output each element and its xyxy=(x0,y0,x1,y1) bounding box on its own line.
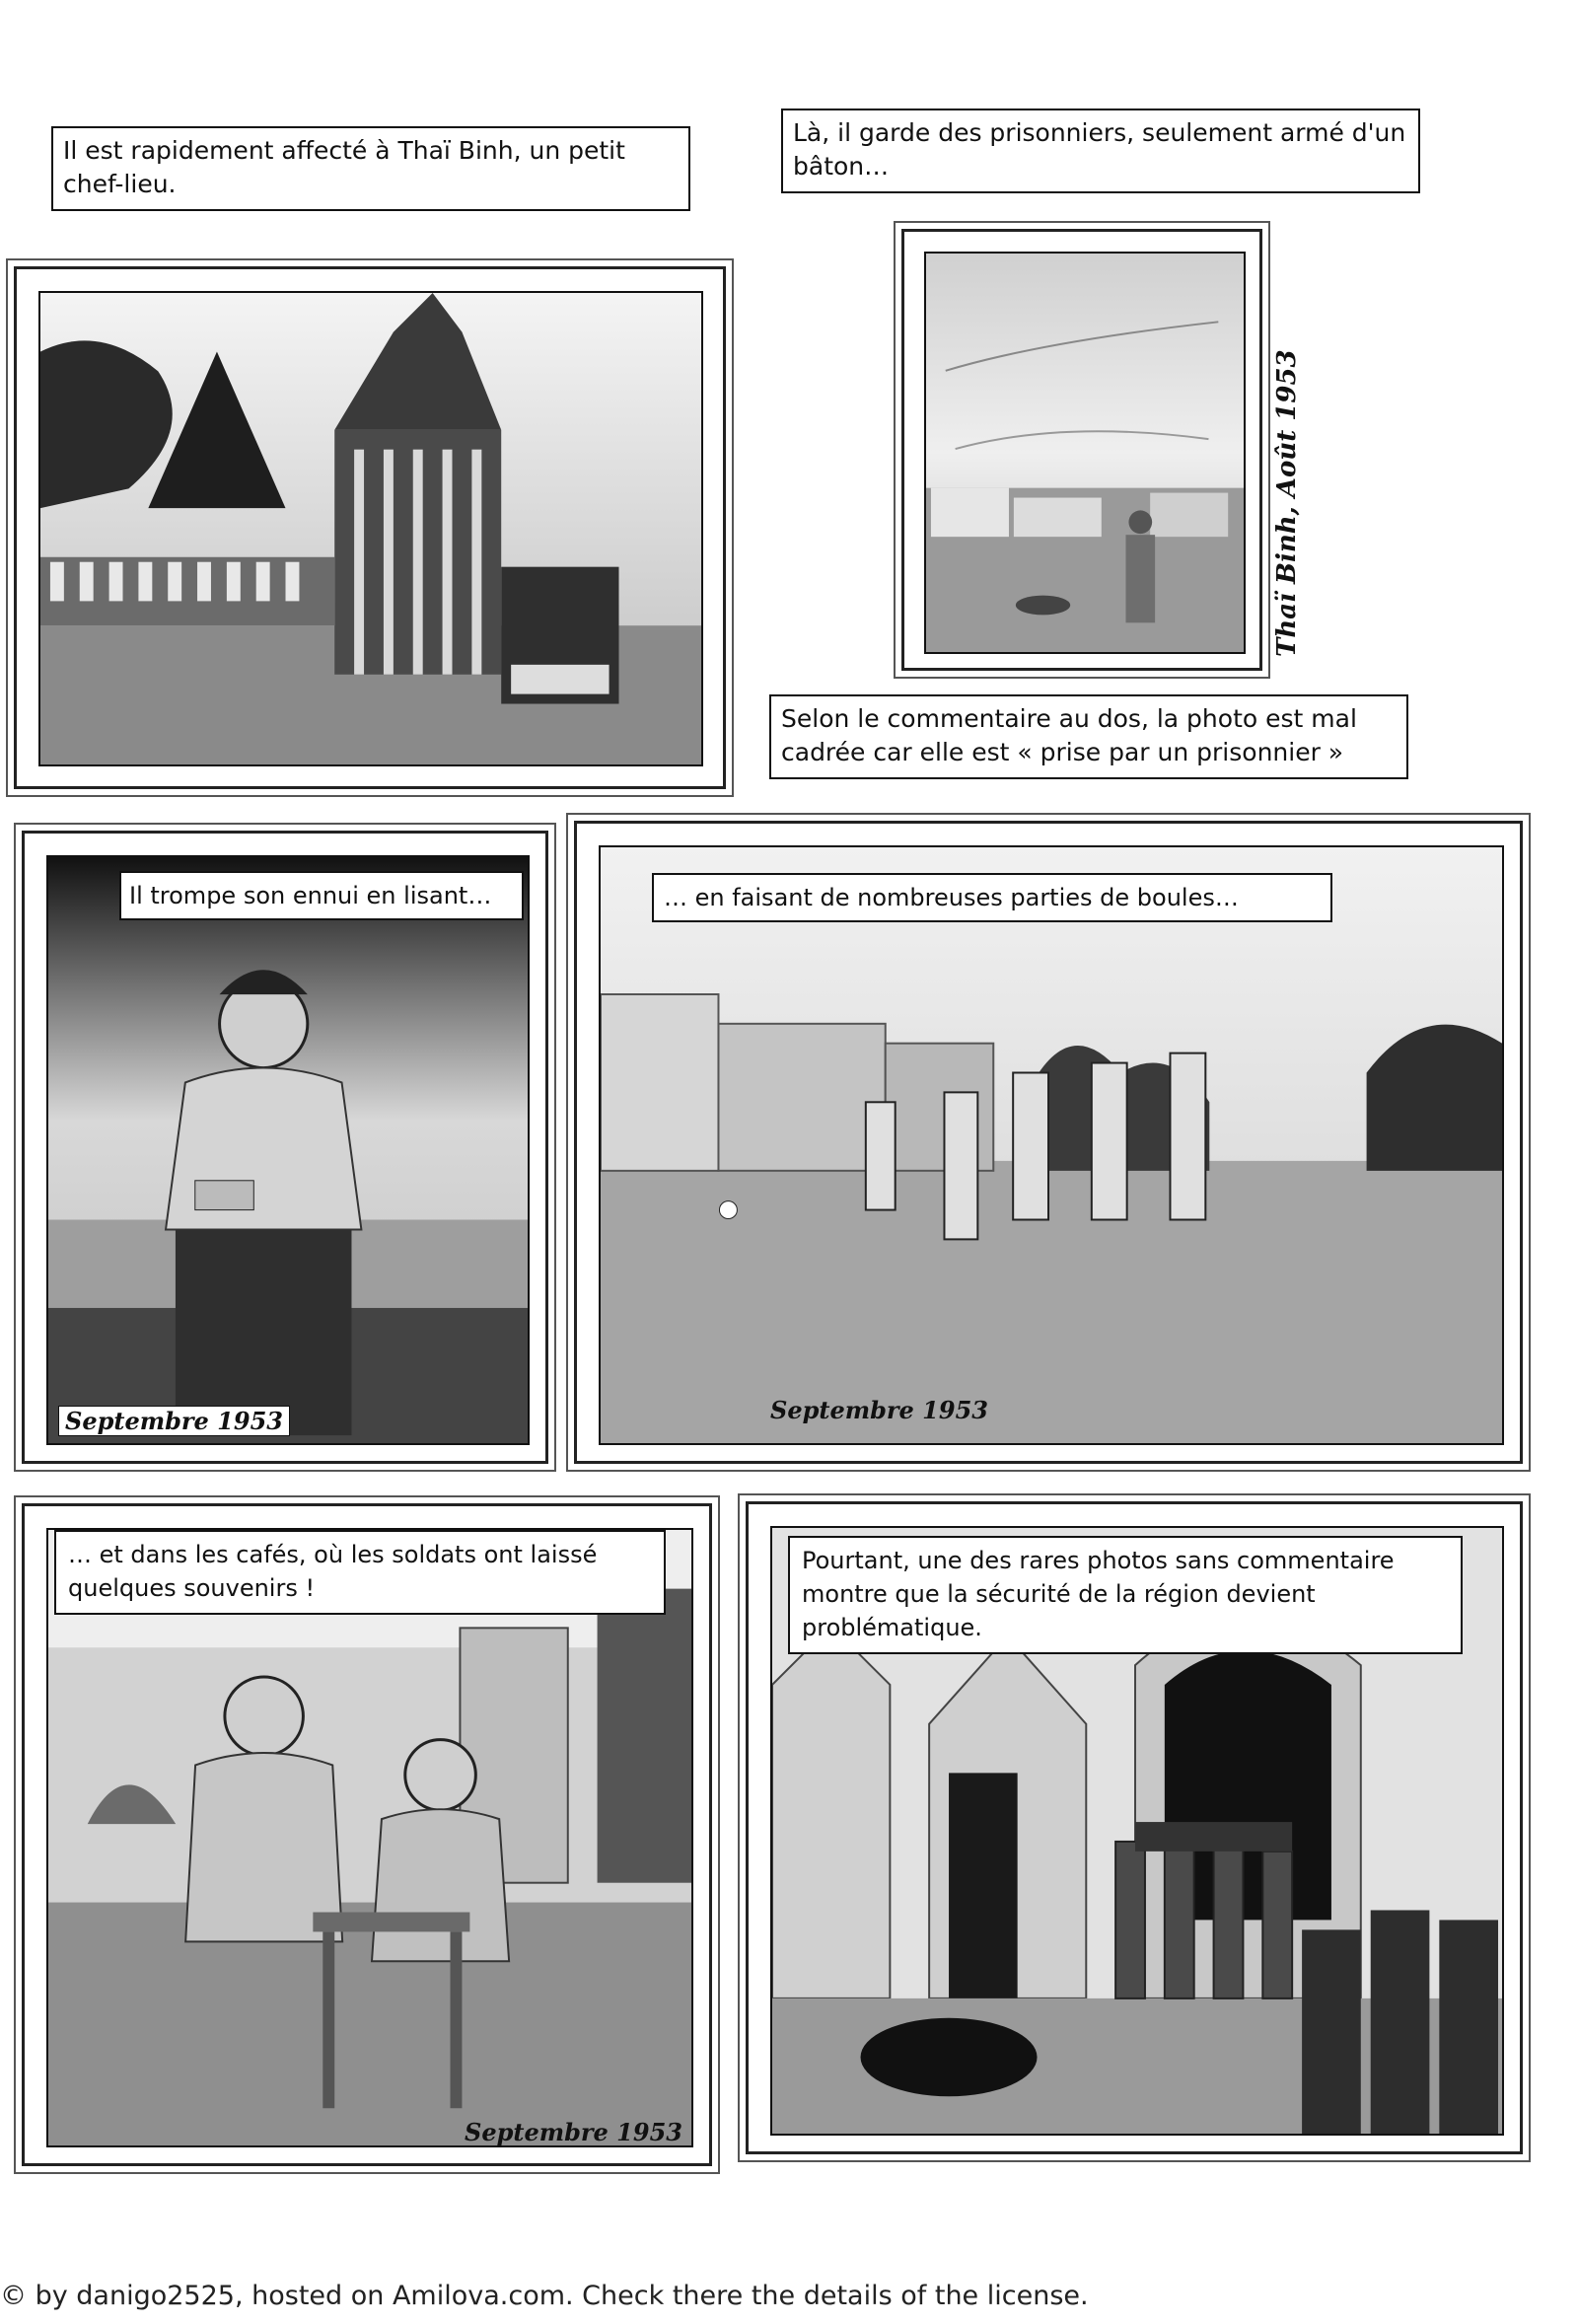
cafe-image xyxy=(46,1528,693,2147)
panel-boules xyxy=(574,821,1523,1464)
panel-temple xyxy=(14,266,726,789)
cafe-date: Septembre 1953 xyxy=(465,2118,682,2146)
caption-security: Pourtant, une des rares photos sans commentaire montre que la sécurité de la région devient problématique. xyxy=(788,1536,1463,1654)
caption-cafe: … et dans les cafés, où les soldats ont laissé quelques souvenirs ! xyxy=(54,1530,666,1615)
panel-cafe xyxy=(22,1503,712,2166)
panel-prisoners xyxy=(901,229,1262,671)
caption-reading: Il trompe son ennui en lisant… xyxy=(119,871,524,920)
caption-framing-comment: Selon le commentaire au dos, la photo est mal cadrée car elle est « prise par un prisonnier » xyxy=(769,694,1408,779)
temple-image xyxy=(38,291,703,766)
caption-boules: … en faisant de nombreuses parties de boules… xyxy=(652,873,1332,922)
boules-date: Septembre 1953 xyxy=(770,1396,988,1424)
license-footer: © by danigo2525, hosted on Amilova.com. Check there the details of the license. xyxy=(0,2281,1089,2311)
panel-church xyxy=(746,1501,1523,2154)
reading-date: Septembre 1953 xyxy=(58,1406,290,1436)
panel-reading xyxy=(22,831,548,1464)
caption-thai-binh: Il est rapidement affecté à Thaï Binh, un petit chef-lieu. xyxy=(51,126,690,211)
boules-image xyxy=(599,845,1504,1445)
reading-image xyxy=(46,855,530,1445)
prisoners-location-date: Thaï Binh, Août 1953 xyxy=(1272,349,1302,657)
prisoners-image xyxy=(924,252,1246,654)
caption-prisoners: Là, il garde des prisonniers, seulement armé d'un bâton… xyxy=(781,109,1420,193)
